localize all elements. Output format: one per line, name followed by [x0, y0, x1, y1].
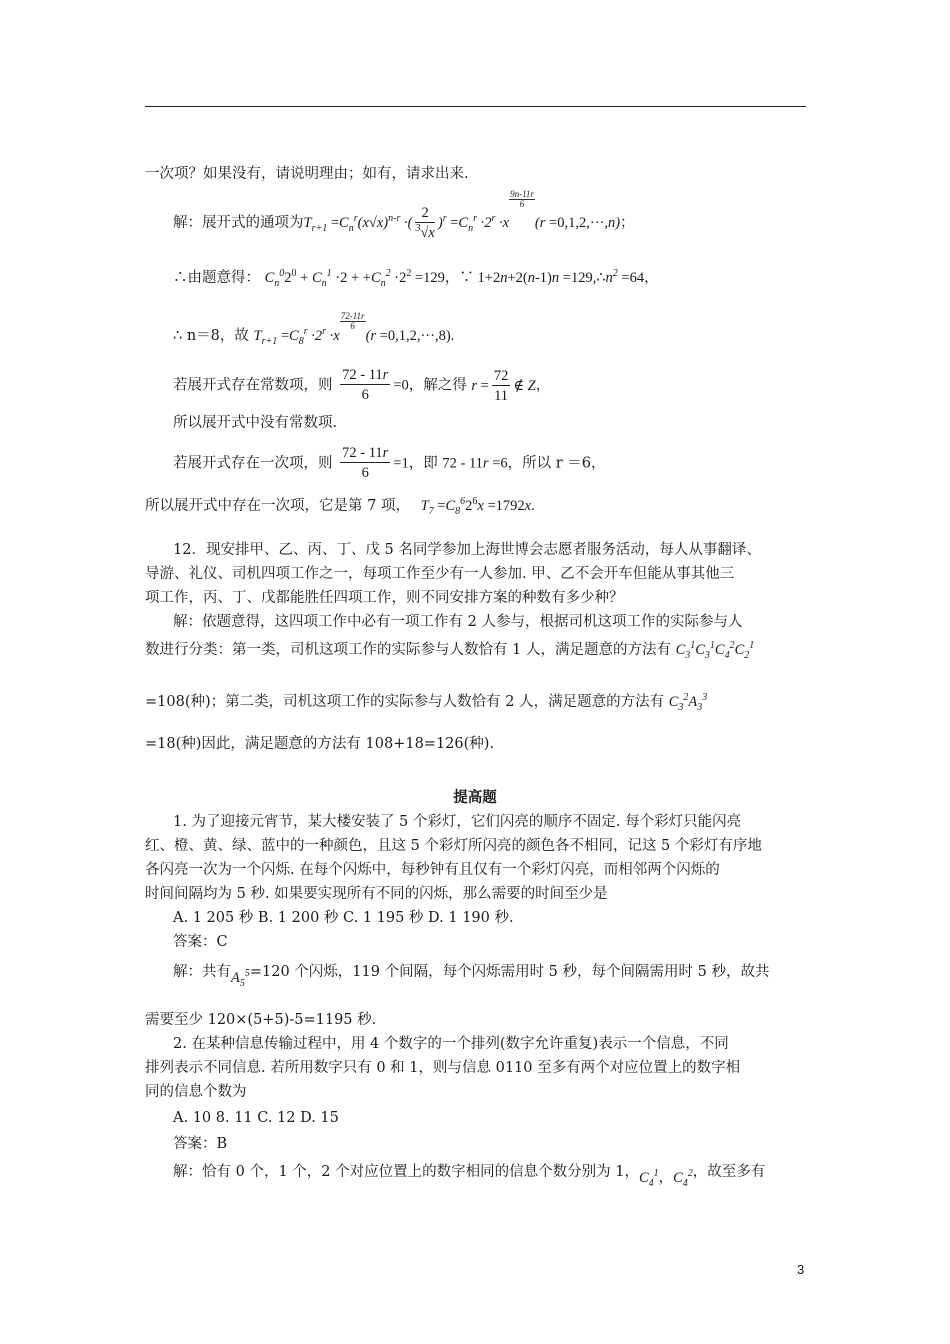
- problem12-line2: 导游、礼仪、司机四项工作之一，每项工作至少有一人参加. 甲、乙不会开车但能从事其他三: [145, 566, 735, 582]
- problem12-sol3: =108(种)；第二类，司机这项工作的实际参与人数恰有 2 人，满足题意的方法有: [145, 694, 665, 710]
- adv2-sol-b: ，故至多有: [692, 1164, 766, 1180]
- section-heading: 提高题: [453, 789, 497, 806]
- problem12-sol4: =18(种)因此，满足题意的方法有 108+18=126(种).: [145, 736, 495, 752]
- problem12-sol3-line: [145, 692, 707, 712]
- combination-product-1: $C_3^1C_3^1C_4^2C_2^1$: [675, 640, 755, 661]
- linear-result: ，所以 r ＝6，: [507, 455, 606, 472]
- adv2-line2: 排列表示不同信息. 若所用数字只有 0 和 1，则与信息 0110 至多有两个对应位置上的数字相: [145, 1060, 741, 1076]
- problem11-intro: 一次项？如果没有，请说明理由；如有，请求出来.: [145, 166, 469, 182]
- adv1-options: A. 1 205 秒 B. 1 200 秒 C. 1 195 秒 D. 1 190 秒.: [173, 910, 514, 926]
- linear-term-label: 若展开式存在一次项，则: [173, 455, 333, 472]
- problem12-line3: 项工作，丙、丁、戊都能胜任四项工作，则不同安排方案的种数有多少种？: [145, 590, 624, 606]
- no-const-line: 所以展开式中没有常数项.: [173, 415, 338, 431]
- linear-solve-label: ，即: [408, 455, 438, 472]
- adv2-sol-a: 解：恰有 0 个，1 个，2 个对应位置上的数字相同的信息个数分别为 1，: [173, 1164, 639, 1180]
- general-term-formula: $T_{r+1} =C_n^r(x√x)^{n-r}$ ·( $\frac{2}{^3√x}$ )$^r =C_n^r \cdot 2^r \cdot x$ $\frac{9n-11r}{6}(r =0,1,2,\cdot\cdot\cdot,n)$: [303, 189, 621, 241]
- header-rule: [145, 106, 806, 107]
- adv2-line1: 2. 在某种信息传输过程中，用 4 个数字的一个排列(数字允许重复)表示一个信息，不同: [173, 1036, 729, 1052]
- problem12-sol2: 数进行分类：第一类，司机这项工作的实际参与人数恰有 1 人，满足题意的方法有: [145, 642, 671, 658]
- linear-term-line: 若展开式存在一次项，则 $\frac{72 - 11r}{6}$ =1，即 72 - 11r =6，所以 r ＝6，: [173, 445, 606, 481]
- problem12-sol1: 解：依题意得，这四项工作中必有一项工作有 2 人参与，根据司机这项工作的实际参与人: [173, 614, 743, 630]
- combination-product-2: $C_3^2A_3^3$: [668, 692, 708, 713]
- const-term-line: 若展开式存在常数项，则 $\frac{72 - 11r}{6}$ =0，解之得 r = $\frac{72}{11}$ ∉ Z，: [173, 367, 551, 404]
- has-linear-label: 所以展开式中存在一次项，它是第 7 项，: [145, 498, 410, 514]
- adv2-options: A. 10 8. 11 C. 12 D. 15: [173, 1110, 339, 1126]
- linear-equation: 72 - 11r =6: [442, 455, 508, 472]
- has-linear-line: 所以展开式中存在一次项，它是第 7 项， $T_7 =C_8^62^6x =1792x$.: [145, 496, 535, 517]
- adv1-sol-c: 需要至少 120×(5+5)-5=1195 秒.: [145, 1012, 377, 1028]
- adv2-line3: 同的信息个数为: [145, 1084, 247, 1100]
- adv1-line2: 红、橙、黄、绿、蓝中的一种颜色，且这 5 个彩灯所闪亮的颜色各不相同，记这 5 个彩灯有序地: [145, 838, 762, 854]
- condition-label: ∴由题意得：: [173, 270, 260, 286]
- adv1-sol-a: 解：共有: [173, 964, 231, 980]
- linear-fraction: $\frac{72 - 11r}{6}$: [342, 445, 389, 481]
- adv1-line4: 时间间隔均为 5 秒. 如果要实现所有不同的闪烁，那么需要的时间至少是: [145, 886, 608, 902]
- adv1-sol-line: [173, 962, 770, 989]
- problem12-line1: 12．现安排甲、乙、丙、丁、戊 5 名同学参加上海世博会志愿者服务活动，每人从事翻译、: [173, 542, 761, 558]
- problem12-sol2-line: [145, 640, 754, 660]
- const-solve-label: ，解之得: [408, 377, 467, 394]
- adv1-answer: 答案：C: [173, 934, 228, 950]
- n8-label: ∴ n＝8，故: [173, 328, 249, 344]
- permutation-a55: $A_5^5$: [231, 968, 250, 989]
- adv1-sol-b: =120 个闪烁，119 个间隔，每个闪烁需用时 5 秒，每个间隔需用时 5 秒，故共: [249, 964, 770, 980]
- general-term-label: 解：展开式的通项为: [173, 214, 304, 231]
- condition-formula: $C_n^02^0 + C_n^1 \cdot 2 + +C_n^2 \cdot 2^2 =129$，∵ $1+2n+2(n-1)n =129,\therefore n^2 =64$，: [264, 268, 659, 289]
- adv1-line3: 各闪亮一次为一个闪烁. 在每个闪烁中，每秒钟有且仅有一个彩灯闪亮，而相邻两个闪烁的: [145, 862, 720, 878]
- const-fraction: $\frac{72 - 11r}{6}$: [342, 367, 389, 403]
- adv2-sol-line: [173, 1162, 766, 1189]
- const-solution: r = $\frac{72}{11}$ ∉ Z: [471, 367, 536, 404]
- adv2-answer: 答案：B: [173, 1136, 228, 1152]
- condition-line: [173, 268, 659, 288]
- seventh-term-formula: $T_7 =C_8^62^6x =1792x$: [420, 496, 532, 517]
- page-number: 3: [797, 1262, 805, 1277]
- general-term-line: 解：展开式的通项为$T_{r+1} =C_n^r(x√x)^{n-r}$ ·( $\frac{2}{^3√x}$ )$^r =C_n^r \cdot 2^r \cdot x$ $\frac{9n-11r}{6}(r =0,1,2,\cdot\cdot\cdot,n)$；: [173, 189, 635, 241]
- combination-c41-c42: $C_4^1$，$C_4^2$: [638, 1168, 693, 1189]
- const-term-label: 若展开式存在常数项，则: [173, 377, 333, 394]
- n8-line: ∴ n＝8，故 $T_{r+1} =C_8^r \cdot 2^r \cdot x$ $\frac{72-11r}{6}(r =0,1,2,\cdot\cdot\cdot,8)$.: [173, 311, 455, 347]
- adv1-line1: 1. 为了迎接元宵节，某大楼安装了 5 个彩灯，它们闪亮的顺序不固定. 每个彩灯只能闪亮: [173, 814, 742, 830]
- n8-formula: $T_{r+1} =C_8^r \cdot 2^r \cdot x$ $\frac{72-11r}{6}(r =0,1,2,\cdot\cdot\cdot,8)$: [253, 311, 451, 347]
